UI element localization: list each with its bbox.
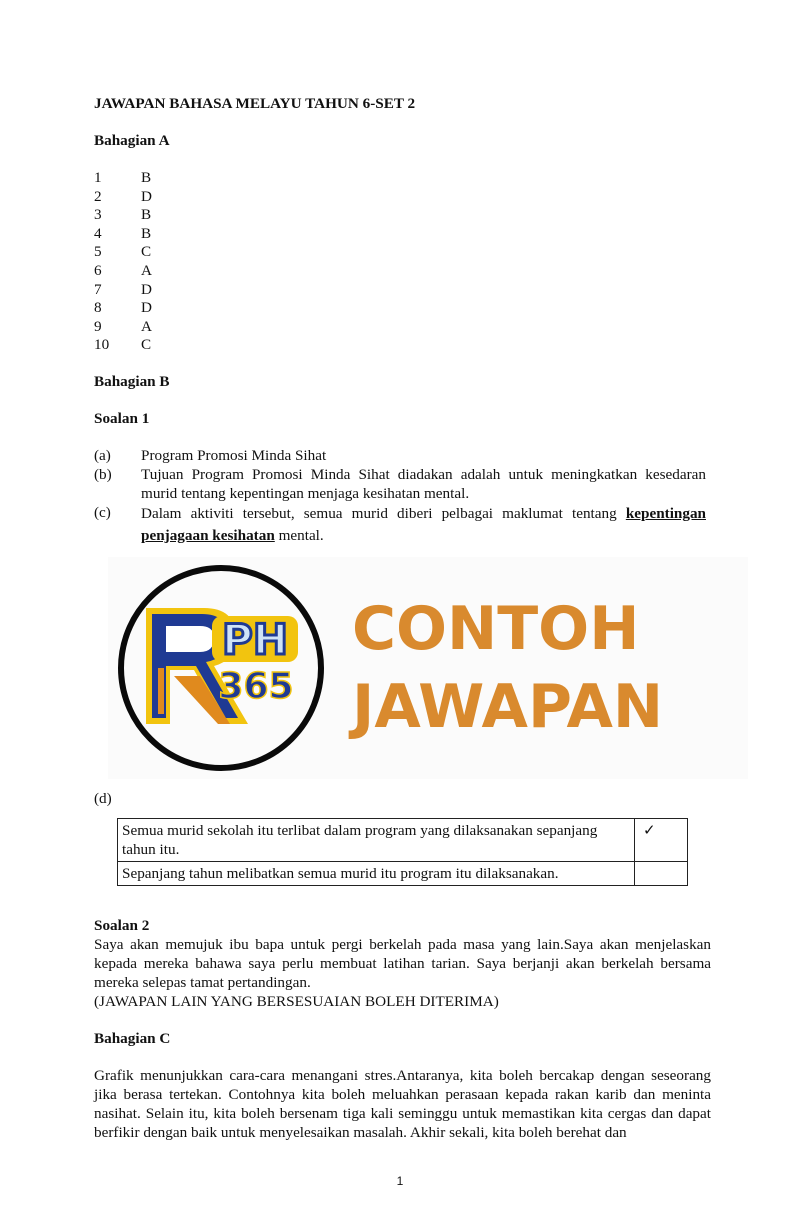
answer-number: 4 xyxy=(94,224,102,242)
answer-number: 1 xyxy=(94,169,102,186)
answer-row xyxy=(94,261,706,280)
section-c-paragraph xyxy=(94,1066,711,1142)
statement-cell: Semua murid sekolah itu terlibat dalam program yang dilaksanakan sepanjang tahun itu. xyxy=(118,818,635,861)
answer-row xyxy=(94,298,706,317)
item-label-d: (d) xyxy=(94,789,112,807)
answer-row xyxy=(94,242,706,261)
answer-row xyxy=(94,280,706,299)
page-number: 1 xyxy=(396,1173,404,1188)
item-text xyxy=(141,503,706,547)
section-c-text: Grafik menunjukkan cara-cara menangani stres.Antaranya, kita boleh bercakap dengan seseorang jika berasa tertekan. Contohnya kita boleh meluahkan perasaan kepada rakan karib dan meninta nasihat. Selain itu, kita boleh bersenam tiga kali seminggu untuk memastikan kita cergas dan dapat berfikir dengan baik untuk menyelesaikan masalah. Akhir sekali, kita boleh berehat dan xyxy=(94,1066,711,1141)
check-cell: ✓ xyxy=(635,818,688,861)
item-text-before: Dalam aktiviti tersebut, semua murid diberi pelbagai maklumat tentang xyxy=(141,504,626,522)
question-item-b xyxy=(94,465,706,503)
answer-row xyxy=(94,224,706,243)
question-1-answers xyxy=(94,446,706,547)
answer-number: 2 xyxy=(94,187,102,205)
answer-number: 5 xyxy=(94,243,102,261)
answer-number: 8 xyxy=(94,299,102,317)
answer-number: 10 xyxy=(94,336,110,354)
item-label: (b) xyxy=(94,465,112,483)
answer-choice: A xyxy=(141,261,152,279)
logo-r-accent xyxy=(158,668,164,714)
answer-number: 9 xyxy=(94,317,102,335)
answer-number: 7 xyxy=(94,280,102,298)
watermark-stamp xyxy=(352,593,663,743)
rph365-logo-icon xyxy=(144,606,304,726)
question-2-answer: Saya akan memujuk ibu bapa untuk pergi berkelah pada masa yang lain.Saya akan menjelaskan kepada mereka bahawa saya perlu membuat latihan tarian. Saya berjanji akan berkelah bersama mereka selepas tamat pertandingan. xyxy=(94,935,711,991)
answer-choice: C xyxy=(141,336,152,354)
logo-r-inner xyxy=(166,626,214,652)
answer-row xyxy=(94,205,706,224)
check-cell xyxy=(635,861,688,885)
answer-number: 3 xyxy=(94,206,102,224)
answer-choice: C xyxy=(141,243,152,261)
section-a-heading: Bahagian A xyxy=(94,132,170,149)
watermark-jawapan: JAWAPAN xyxy=(352,671,664,742)
answer-number: 6 xyxy=(94,261,102,279)
watermark-contoh: CONTOH xyxy=(352,593,640,664)
question-1-heading: Soalan 1 xyxy=(94,409,150,427)
table-row xyxy=(118,861,688,885)
answer-choice: D xyxy=(141,187,152,205)
item-text: Program Promosi Minda Sihat xyxy=(141,446,327,464)
item-label: (a) xyxy=(94,446,111,464)
answer-choice: D xyxy=(141,299,152,317)
answer-row xyxy=(94,187,706,206)
table-row xyxy=(118,818,688,861)
statement-cell: Sepanjang tahun melibatkan semua murid itu program itu dilaksanakan. xyxy=(118,861,635,885)
item-text-after: mental. xyxy=(274,526,324,544)
section-c-heading: Bahagian C xyxy=(94,1029,171,1047)
answer-choice: A xyxy=(141,317,152,335)
statement-table xyxy=(117,818,688,886)
logo-365-text: 365 xyxy=(218,665,294,707)
answer-choice: B xyxy=(141,206,152,224)
section-b-heading: Bahagian B xyxy=(94,372,170,390)
question-item-a xyxy=(94,446,706,465)
item-label: (c) xyxy=(94,503,111,521)
watermark-logo xyxy=(118,565,324,771)
item-text-emphasis: kepentingan penjagaan kesihatan xyxy=(141,504,706,544)
logo-ph-text: PH xyxy=(222,614,288,664)
question-2-note: (JAWAPAN LAIN YANG BERSESUAIAN BOLEH DITERIMA) xyxy=(94,992,499,1010)
answer-list xyxy=(94,168,706,354)
answer-choice: B xyxy=(141,224,152,242)
answer-row xyxy=(94,317,706,336)
question-2-heading: Soalan 2 xyxy=(94,916,150,934)
document-title: JAWAPAN BAHASA MELAYU TAHUN 6-SET 2 xyxy=(94,95,416,112)
question-item-c xyxy=(94,503,706,547)
answer-row xyxy=(94,168,706,187)
answer-row xyxy=(94,335,706,354)
watermark-band xyxy=(108,557,748,779)
item-text: Tujuan Program Promosi Minda Sihat diadakan adalah untuk meningkatkan kesedaran murid tentang kepentingan menjaga kesihatan mental. xyxy=(141,465,706,502)
answer-choice: D xyxy=(141,280,152,298)
answer-choice: B xyxy=(141,169,152,186)
